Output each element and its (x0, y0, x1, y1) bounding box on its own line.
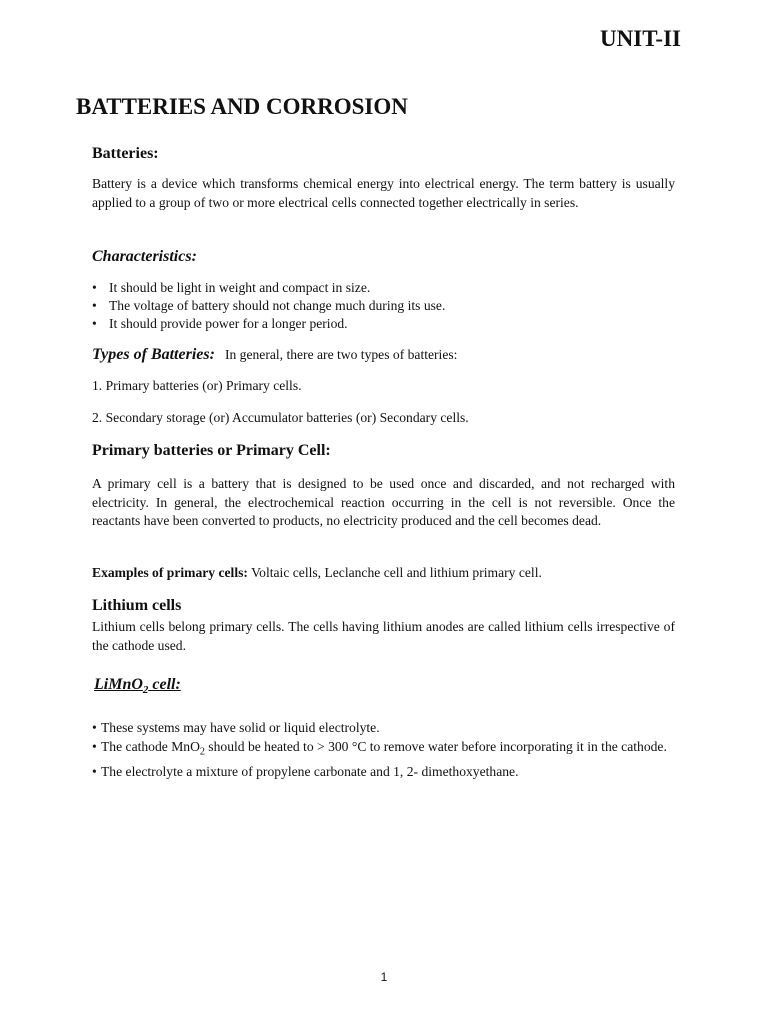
types-heading-label: Types of Batteries: (92, 346, 215, 363)
list-item: • The electrolyte a mixture of propylene carbonate and 1, 2- dimethoxyethane. (92, 763, 519, 779)
bullet-icon: • (92, 280, 97, 295)
list-item: • These systems may have solid or liquid electrolyte. (92, 720, 380, 735)
primary-heading: Primary batteries or Primary Cell: (92, 442, 331, 459)
list-item: • It should be light in weight and compact in size. (92, 280, 371, 295)
batteries-paragraph: Battery is a device which transforms chemical energy into electrical energy. The term battery is usually applied to a group of two or more electrical cells connected together electrically in series. (92, 176, 675, 210)
examples-label: Examples of primary cells: (92, 565, 248, 580)
bullet-icon: • (92, 763, 97, 779)
list-item: • It should provide power for a longer period. (92, 316, 348, 331)
unit-label: UNIT-II (600, 26, 681, 51)
bullet-icon: • (92, 739, 97, 754)
lithium-paragraph: Lithium cells belong primary cells. The cells having lithium anodes are called lithium cells irrespective of the cathode used. (92, 619, 675, 653)
bullet-icon: • (92, 298, 97, 313)
characteristics-heading: Characteristics: (92, 248, 197, 265)
examples-text: Voltaic cells, Leclanche cell and lithium primary cell. (251, 565, 542, 580)
list-item: • The cathode MnO$_2$ should be heated to > 300 °C to remove water before incorporating it in the cathode. (92, 739, 667, 758)
page-number: 1 (380, 970, 388, 984)
types-item-primary: 1. Primary batteries (or) Primary cells. (92, 378, 302, 393)
types-item-secondary: 2. Secondary storage (or) Accumulator batteries (or) Secondary cells. (92, 410, 469, 425)
primary-examples (92, 564, 675, 582)
bullet-icon: • (92, 316, 97, 331)
types-heading (92, 346, 675, 364)
limno2-list (92, 718, 675, 781)
bullet-icon: • (92, 720, 97, 735)
characteristics-list (92, 279, 675, 333)
types-intro: In general, there are two types of batteries: (224, 347, 458, 362)
primary-paragraph: A primary cell is a battery that is designed to be used once and discarded, and not recharged with electricity. In general, the electrochemical reaction occurring in the cell is not reversible. Once the reactants have been converted to products, no electricity produced and the cell becomes dead. (92, 476, 675, 528)
limno2-heading: LiMnO$_2$ cell: (94, 676, 181, 697)
batteries-heading: Batteries: (92, 145, 159, 162)
list-item: • The voltage of battery should not change much during its use. (92, 298, 446, 313)
lithium-heading: Lithium cells (92, 597, 182, 614)
page-title: BATTERIES AND CORROSION (76, 94, 408, 119)
